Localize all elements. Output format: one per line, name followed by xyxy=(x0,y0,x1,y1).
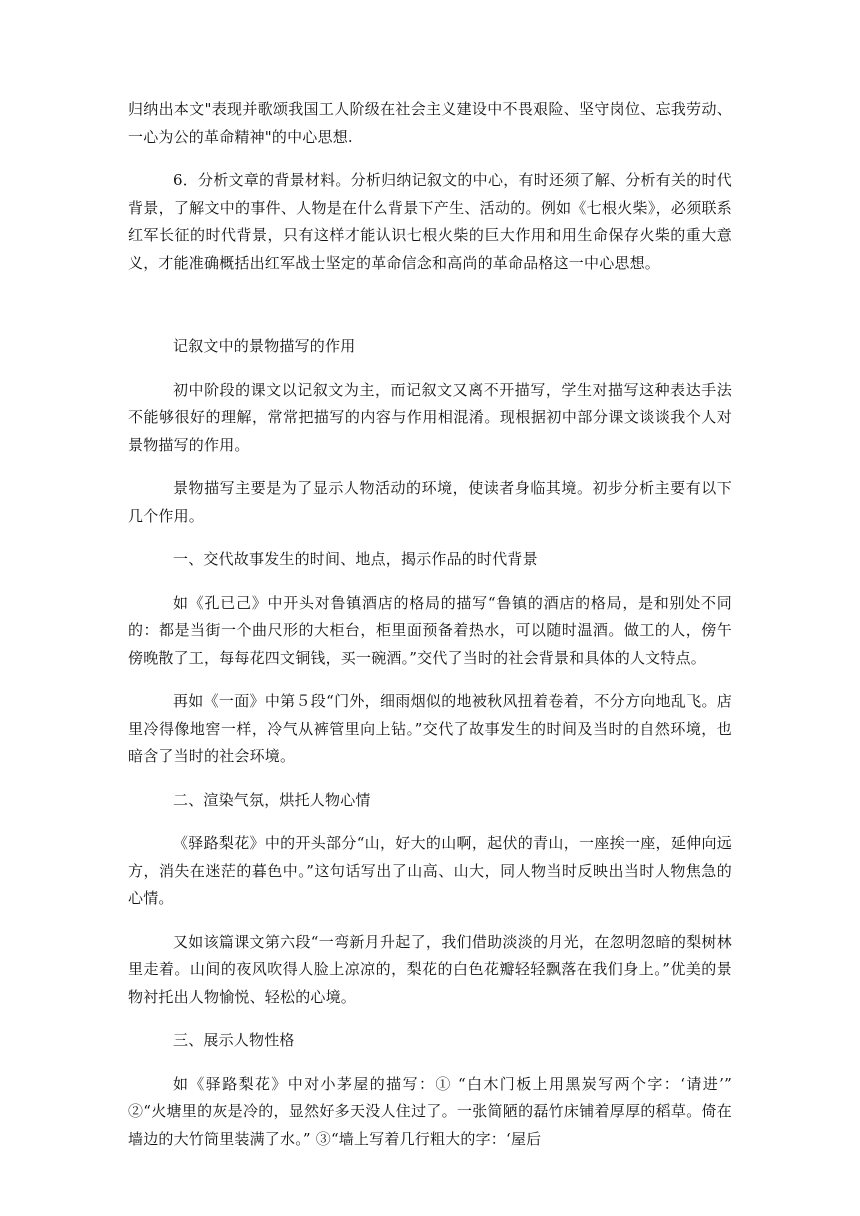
heading-two: 二、渲染气氛，烘托人物心情 xyxy=(173,790,371,809)
paragraph-example-kongyiji: 如《孔已己》中开头对鲁镇酒店的格局的描写“鲁镇的酒店的格局，是和别处不同的：都是当街一个曲尺形的大柜台，柜里面预备着热水，可以随时温酒。做工的人，傍午傍晚散了工，每每花四文铜钱，买一碗酒。”交代了当时的社会背景和具体的人文特点。 xyxy=(128,593,732,667)
section-spacer xyxy=(128,293,732,333)
paragraph-example-yimian: 再如《一面》中第５段“门外，细雨烟似的地被秋风扭着卷着，不分方向地乱飞。店里冷得像地窖一样，冷气从裤管里向上钻。”交代了故事发生的时间及当时的自然环境，也暗含了当时的社会环境。 xyxy=(128,692,732,765)
heading-one: 一、交代故事发生的时间、地点，揭示作品的时代背景 xyxy=(173,550,538,568)
paragraph-purpose: 景物描写主要是为了显示人物活动的环境，使读者身临其境。初步分析主要有以下几个作用。 xyxy=(128,479,732,525)
paragraph-intro: 初中阶段的课文以记叙文为主，而记叙文又离不开描写，学生对描写这种表达手法不能够很好的理解，常常把描写的内容与作用相混淆。现根据初中部分课文谈谈我个人对景物描写的作用。 xyxy=(128,380,732,454)
document-page xyxy=(128,96,732,1169)
paragraph-conclusion: 归纳出本文"表现并歌颂我国工人阶级在社会主义建设中不畏艰险、坚守岗位、忘我劳动、一心为公的革命精神"的中心思想. xyxy=(128,100,732,146)
section-title: 记叙文中的景物描写的作用 xyxy=(173,337,356,355)
heading-three: 三、展示人物性格 xyxy=(173,1031,295,1049)
paragraph-example-hut: 如《驿路梨花》中对小茅屋的描写：① “白木门板上用黑炭写两个字：‘请进’” ②“火塘里的灰是冷的，显然好多天没人住过了。一张简陋的磊竹床铺着厚厚的稻草。倚在墙边的大竹筒里装满了水。” ③“墙上写着几行粗大的字：‘屋后 xyxy=(128,1074,732,1148)
paragraph-background-material: 6．分析文章的背景材料。分析归纳记叙文的中心，有时还须了解、分析有关的时代背景，了解文中的事件、人物是在什么背景下产生、活动的。例如《七根火柴》，必须联系红军长征的时代背景，只有这样才能认识七根火柴的巨大作用和用生命保存火柴的重大意义，才能准确概括出红军战士坚定的革命信念和高尚的革命品格这一中心思想。 xyxy=(128,171,732,272)
paragraph-example-moon: 又如该篇课文第六段“一弯新月升起了，我们借助淡淡的月光，在忽明忽暗的梨树林里走着。山间的夜风吹得人脸上凉凉的，梨花的白色花瓣轻轻飘落在我们身上。”优美的景物衬托出人物愉悦、轻松的心境。 xyxy=(128,932,732,1006)
paragraph-example-yilulihua: 《驿路梨花》中的开头部分“山，好大的山啊，起伏的青山，一座挨一座，延伸向远方，消失在迷茫的暮色中。”这句话写出了山高、山大，同人物当时反映出当时人物焦急的心情。 xyxy=(128,834,732,907)
